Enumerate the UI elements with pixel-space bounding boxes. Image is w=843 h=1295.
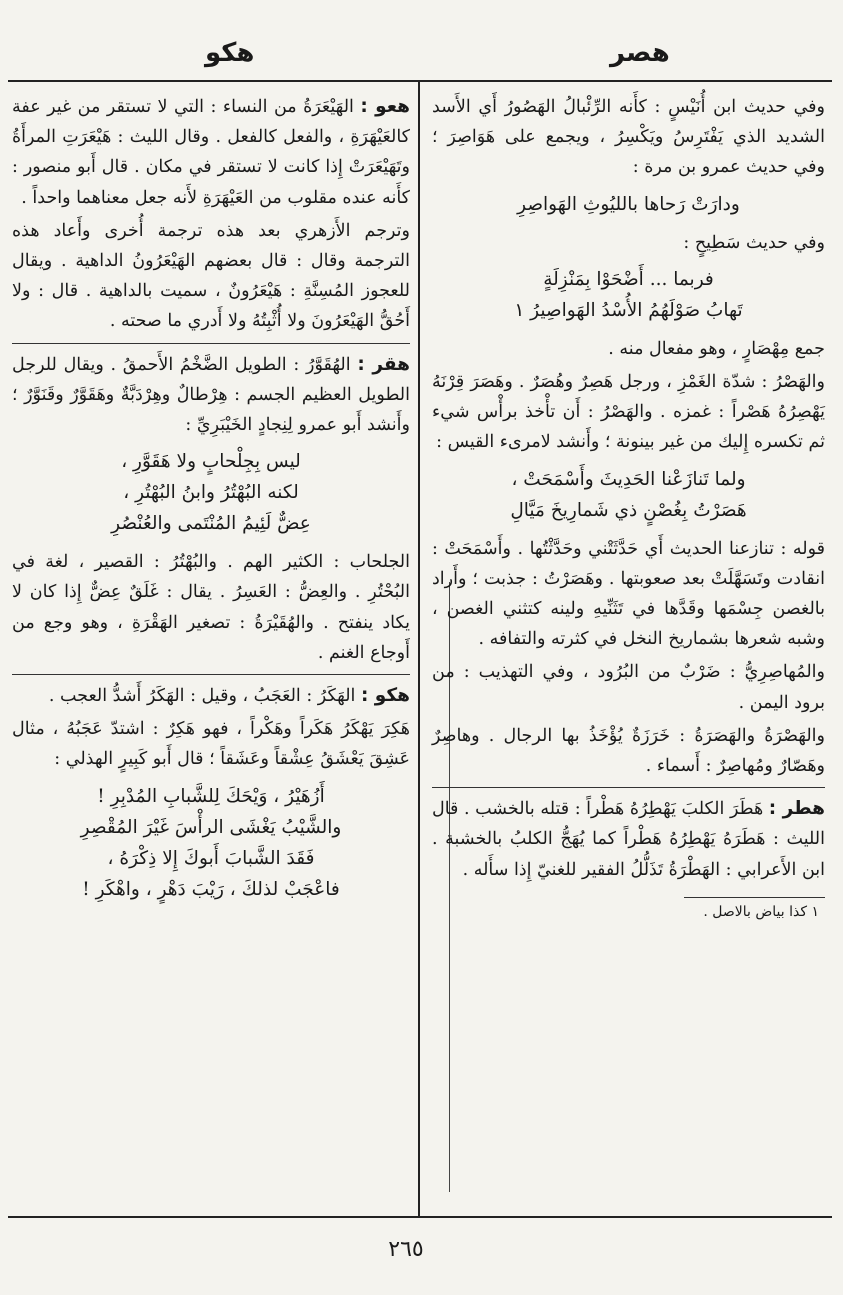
entry-paragraph: والهَصْرَةُ والهَصَرَةُ : خَرَزَةٌ يُؤْخَذُ بها الرجال . وهاصِرٌ وهَصّارٌ ومُهاصِرٌ : أَسماء .: [432, 725, 825, 777]
entry-paragraph: قوله : تنازعنا الحديث أَي حَدَّثَتْني وحَدَّثْتُها . وأَسْمَحَتْ : انقادت وتَسَهَّلَتْ بعد صعوبتها . وهَصَرْتُ : جذبت ؛ وأَراد بالغصن جِسْمَها وقَدَّها في تَثَنِّيهِ ولينه كتثني الغصن ، وشبه شعرها بشماريخ النخل في كثرته والتفافه .: [432, 538, 825, 650]
page-number: ٢٦٥: [388, 1237, 424, 1262]
running-head-right: هصر: [610, 38, 670, 68]
top-rule: [8, 80, 832, 82]
verse-block: [12, 446, 410, 539]
entry-paragraph: جمع مِهْصَارٍ ، وهو مفعال منه .: [608, 338, 825, 359]
verse-line: ولما تَنازَعْنا الحَدِيثَ وأَسْمَحَتْ ،: [511, 468, 746, 490]
headword: هقر :: [357, 353, 410, 375]
verse-block: [12, 781, 410, 905]
verse-line: عِضٌّ لَئِيمُ المُنْتَمى والعُنْصُرِ: [111, 513, 311, 535]
entry-paragraph: والهَصْرُ : شدّة الغَمْزِ ، ورجل هَصِرٌ وهُصَرٌ . وهَصَرَ قِرْنَهُ يَهْصِرُهُ هَصْراً : غمزه . والهَصْرُ : أَن تأْخذ برأْس شيء ثم تكسره إِليك من غير بينونة ؛ وأَنشد لامرىء القيس :: [432, 372, 825, 453]
entry-hatar: [432, 794, 825, 885]
bottom-rule: [8, 1216, 832, 1218]
entry-separator: [12, 343, 410, 344]
verse-line: هَصَرْتُ بِغُصْنٍ ذي شَمارِيخَ مَيَّالِ: [510, 499, 747, 521]
headword: هكو :: [360, 685, 410, 707]
entry-paragraph: الجلحاب : الكثير الهم . والبُهْتُرُ : القصير ، لغة في البُحْتُرِ . والعِضُّ : العَسِرُ . يقال : غَلَقٌ عِضٌّ إِذا كان لا يكاد ينفتح . والهُقَيْرَةُ : تصغير الهَقْرَةِ ، وهو وجع من أَوجاع الغنم .: [12, 552, 410, 663]
entry-separator: [12, 674, 410, 675]
verse-line: والشَّيْبُ يَغْشَى الرأْسَ غَيْرَ المُقْصِرِ: [80, 816, 342, 838]
verse-line: فربما ... أَضْحَوْا بِمَنْزِلَةٍ: [543, 268, 714, 290]
verse-line: لكنه البُهْتُرُ وابنُ البُهْتُرِ ،: [123, 482, 299, 504]
headword: هطر :: [768, 798, 825, 820]
verse-line: فاعْجَبْ لذلكَ ، رَيْبَ دَهْرٍ ، واهْكَرِ !: [82, 878, 340, 900]
entry-text: الهَكَرُ : العَجَبُ ، وقيل : الهَكَرُ أَشدُّ العجب .: [48, 686, 356, 707]
left-column: [12, 92, 410, 913]
verse-block: [432, 464, 825, 526]
entry-separator: [432, 787, 825, 788]
entry-paragraph: وفي حديث ابن أُنَيْسٍ : كأَنه الرِّئْبالُ الهَصُورُ أَي الأَسد الشديد الذي يَفْتَرِسُ ويَكْسِرُ ، ويجمع على هَوَاصِرَ ؛ وفي حديث عمرو بن مرة :: [432, 97, 825, 178]
footnote: ١ كذا بياض بالاصل .: [703, 903, 819, 920]
entry-hakr: [12, 681, 410, 711]
entry-text: هَطَرَ الكلبَ يَهْطِرُهُ هَطْراً : قتله بالخشب . قال الليث : هَطَرَهُ يَهْطِرُهُ هَطْراً كما يُهَجُّ الكلبُ بالخشبة . ابن الأَعرابي : الهَطْرَةُ تَذَلُّلُ الفقير للغنيّ إِذا سأَله .: [432, 799, 825, 880]
verse-line: فَقَدَ الشَّبابَ أَبوكَ إِلا ذِكْرَهُ ،: [107, 847, 315, 869]
entry-text: الهُقَوَّرُ : الطويل الضَّخْمُ الأَحمقُ . ويقال للرجل الطويل العظيم الجسم : هِرْطالٌ وهِرْدَبَّةٌ وهَقَوَّرٌ وقَنَوَّرٌ ؛ وأَنشد أَبو عمرو لِنِجادٍ الخَيْبَرِيِّ :: [12, 354, 410, 436]
verse-line: ليس بِجِلْحابٍ ولا هَقَوَّرِ ،: [121, 451, 301, 473]
headword: هعو :: [360, 96, 410, 117]
entry-paragraph: والمُهاصِرِيُّ : ضَرْبٌ من البُرُود ، وفي التهذيب : من برود اليمن .: [432, 662, 825, 713]
right-column: [432, 92, 825, 922]
entry-haqar: [12, 350, 410, 441]
entry-paragraph: وفي حديث سَطِيحٍ :: [683, 232, 825, 253]
verse-block: [432, 189, 825, 220]
entry-paragraph: وترجم الأَزهري بعد هذه ترجمة أُخرى وأَعاد هذه الترجمة وقال : قال بعضهم الهَيْعَرُونُ الداهية . ويقال للعجوز المُسِنَّةِ : هَيْعَرُونٌ ، سميت بالداهية . قال : ولا أَحُقُّ الهَيْعَرُونَ ولا أُثْبِتُهُ ولا أَدري ما صحته .: [12, 220, 410, 332]
entry-text: الهَيْعَرَةُ من النساء : التي لا تستقر من غير عفة كالعَيْهَرَةِ ، والفعل كالفعل . وقال الليث : هَيْعَرَتِ المرأَةُ وتَهَيْعَرَتْ إِذا كانت لا تستقر في مكان . قال أَبو منصور : كأَنه عنده مقلوب من العَيْهَرَةِ لأَنه جعل معناهما واحداً .: [12, 97, 410, 208]
footnote-rule: [684, 897, 825, 898]
verse-block: [432, 264, 825, 326]
verse-line: تَهابُ صَوْلَهُمُ الأُسْدُ الهَواصِيرُ ١: [514, 299, 743, 321]
verse-line: ودارَتْ رَحاها بالليُوثِ الهَواصِرِ: [517, 193, 740, 215]
entry-haar: [12, 92, 410, 213]
column-divider: [418, 82, 420, 1216]
running-head-left: هكو: [205, 38, 255, 68]
entry-paragraph: هَكِرَ يَهْكَرُ هَكَراً وهَكْراً ، فهو هَكِرٌ : اشتدّ عَجَبُهُ ، مثال عَشِقَ يَعْشَقُ عِشْقاً وعَشَقاً ؛ قال أَبو كَبِيرٍ الهذلي :: [12, 719, 410, 770]
verse-line: أَزُهَيْرُ ، وَيْحَكَ لِلشَّبابِ المُدْبِرِ !: [97, 785, 325, 807]
